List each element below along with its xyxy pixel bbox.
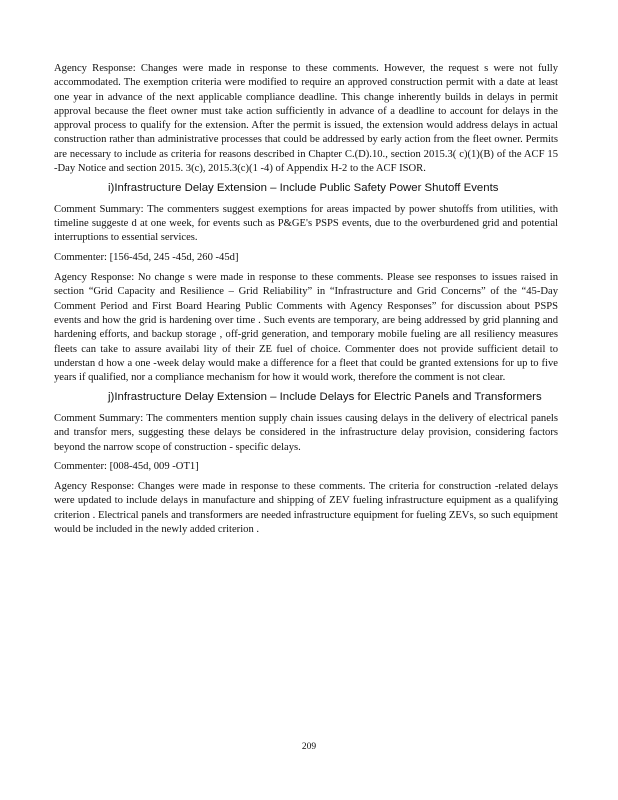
section-heading-j (54, 390, 558, 406)
agency-response-paragraph: Agency Response: Changes were made in response to these comments. However, the request s were not fully accommodated. The exemption criteria were modified to require an approved construction permit with a date at least one year in advance of the next applicable compliance deadline. This change inherently builds in delays in permit approval because the fleet owner must take action sufficiently in advance of a deadline to account for delays in the approval process to qualify for the extension. After the permit is issued, the extension would address delays in actual construction rather than administrative processes that could be addressed by early action from the fleet owner. Permits are necessary to include as criteria for reasons described in Chapter C.(D).10., section 2015.3( c)(1)(B) of the ACF 15 -Day Notice and section 2015. 3(c), 2015.3(c)(1 -4) of Appendix H-2 to the ACF ISOR. (54, 63, 558, 175)
section-heading-i (54, 181, 558, 197)
commenter-line: Commenter: [156-45d, 245 -45d, 260 -45d] (54, 251, 239, 263)
agency-response-paragraph: Agency Response: Changes were made in response to these comments. The criteria for construction -related delays were updated to include delays in manufacture and shipping of ZEV fueling infrastructure equipment as a qualifying criterion . Electrical panels and transformers are needed infrastructure equipment for fueling ZEVs, so such equipment would be included in the newly added criterion . (54, 481, 558, 536)
comment-summary-paragraph: Comment Summary: The commenters suggest exemptions for areas impacted by power shutoffs from utilities, with timeline suggeste d at one week, for events such as P&GE's PSPS events, due to the overburdened grid and potential interruptions to essential services. (54, 203, 558, 244)
comment-summary-paragraph: Comment Summary: The commenters mention supply chain issues causing delays in the delivery of electrical panels and transfor mers, suggesting these delays be considered in the infrastructure delay provision, considering factors beyond the narrow scope of construction - specific delays. (54, 412, 558, 453)
heading-number: j) (108, 391, 115, 404)
heading-number: i) (108, 182, 115, 195)
heading-text: Infrastructure Delay Extension – Include Delays for Electric Panels and Transformers (114, 391, 542, 404)
agency-response-paragraph: Agency Response: No change s were made in response to these comments. Please see responses to issues raised in section “Grid Capacity and Resilience – Grid Reliability” in “Infrastructure and Grid Concerns” of the “45-Day Comment Period and First Board Hearing Public Comments with Agency Responses” for discussion about PSPS events and how the grid is hardening over time . Such events are temporary, are being addressed by grid planning and hardening efforts, and backup storage , off-grid generation, and temporary mobile fueling are all resiliency measures fleets can take to assure availabi lity of their ZE fuel of choice. Commenter does not provide sufficient detail to understan d how a one -week delay would make a difference for a fleet that could be granted extensions for up to five years if qualified, nor a compliance mechanism for how it would work, therefore the comment is not clear. (54, 272, 558, 384)
page-body (54, 62, 558, 542)
page-number: 209 (301, 742, 317, 752)
commenter-line: Commenter: [008-45d, 009 -OT1] (54, 460, 199, 472)
heading-text: Infrastructure Delay Extension – Include Public Safety Power Shutoff Events (114, 182, 499, 195)
